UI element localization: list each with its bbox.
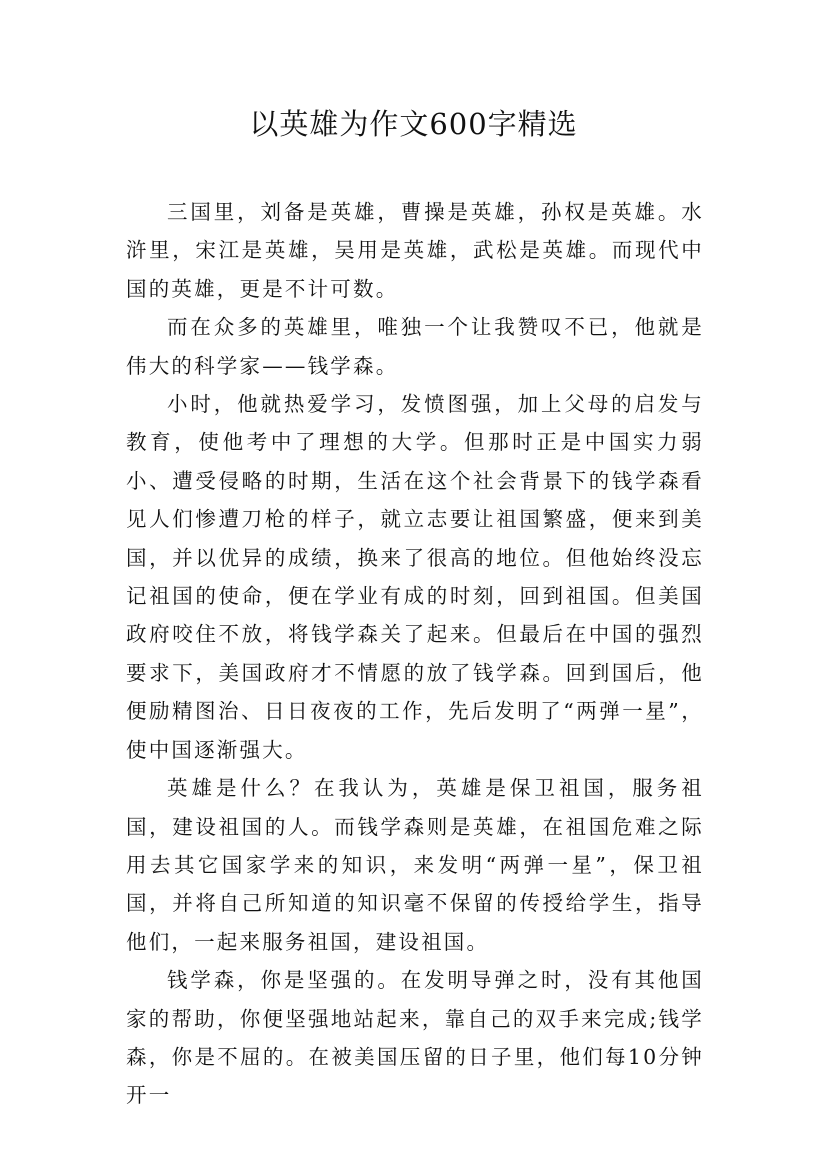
- document-title: 以英雄为作文600字精选: [249, 107, 578, 141]
- document-body: [126, 193, 704, 1115]
- paragraph: 钱学森，你是坚强的。在发明导弹之时，没有其他国家的帮助，你便坚强地站起来，靠自己的双手来完成;钱学森，你是不屈的。在被美国压留的日子里，他们每10分钟开一: [126, 968, 704, 1108]
- paragraph: 而在众多的英雄里，唯独一个让我赞叹不已，他就是伟大的科学家——钱学森。: [126, 315, 704, 378]
- paragraph: 三国里，刘备是英雄，曹操是英雄，孙权是英雄。水浒里，宋江是英雄，吴用是英雄，武松是英雄。而现代中国的英雄，更是不计可数。: [126, 200, 704, 301]
- paragraph: 英雄是什么？在我认为，英雄是保卫祖国，服务祖国，建设祖国的人。而钱学森则是英雄，在祖国危难之际用去其它国家学来的知识，来发明“两弹一星”，保卫祖国，并将自己所知道的知识毫不保留的传授给学生，指导他们，一起来服务祖国，建设祖国。: [126, 776, 704, 954]
- paragraph: 小时，他就热爱学习，发愤图强，加上父母的启发与教育，使他考中了理想的大学。但那时正是中国实力弱小、遭受侵略的时期，生活在这个社会背景下的钱学森看见人们惨遭刀枪的样子，就立志要让祖国繁盛，便来到美国，并以优异的成绩，换来了很高的地位。但他始终没忘记祖国的使命，便在学业有成的时刻，回到祖国。但美国政府咬住不放，将钱学森关了起来。但最后在中国的强烈要求下，美国政府才不情愿的放了钱学森。回到国后，他便励精图治、日日夜夜的工作，先后发明了“两弹一星”，使中国逐渐强大。: [126, 392, 704, 762]
